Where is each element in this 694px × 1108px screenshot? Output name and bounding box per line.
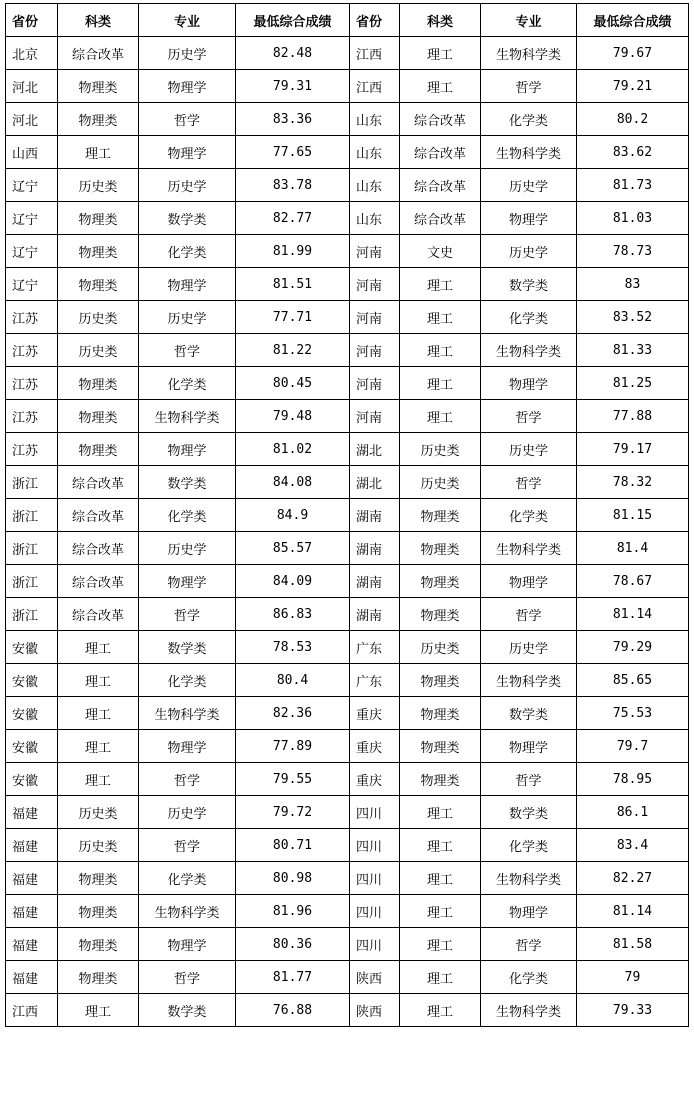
table-row [6,994,689,1027]
cell-major: 历史学 [139,532,236,565]
cell-category: 理工 [58,697,139,730]
cell-min-score: 83.52 [577,301,689,334]
cell-category: 理工 [400,70,481,103]
cell-major: 物理学 [139,730,236,763]
cell-category: 理工 [400,367,481,400]
header-province-left: 省份 [6,4,58,37]
cell-category: 物理类 [58,70,139,103]
cell-category: 物理类 [58,367,139,400]
cell-major: 化学类 [481,829,577,862]
table-row [6,565,689,598]
cell-province: 湖北 [350,433,400,466]
cell-major: 化学类 [139,664,236,697]
cell-min-score: 78.67 [577,565,689,598]
cell-province: 山东 [350,136,400,169]
cell-min-score: 75.53 [577,697,689,730]
cell-min-score: 86.1 [577,796,689,829]
cell-major: 哲学 [481,466,577,499]
cell-category: 物理类 [58,202,139,235]
cell-min-score: 79.72 [236,796,350,829]
cell-category: 历史类 [58,796,139,829]
table-row [6,697,689,730]
cell-min-score: 78.32 [577,466,689,499]
cell-min-score: 83 [577,268,689,301]
cell-category: 历史类 [400,466,481,499]
cell-major: 哲学 [139,829,236,862]
cell-province: 重庆 [350,697,400,730]
cell-category: 物理类 [400,763,481,796]
cell-min-score: 78.73 [577,235,689,268]
cell-province: 河南 [350,334,400,367]
cell-province: 四川 [350,928,400,961]
table-row [6,268,689,301]
cell-major: 生物科学类 [481,994,577,1027]
cell-category: 综合改革 [58,37,139,70]
cell-min-score: 80.36 [236,928,350,961]
cell-major: 物理学 [139,268,236,301]
table-row [6,928,689,961]
table-header [6,4,689,37]
cell-min-score: 79.67 [577,37,689,70]
cell-min-score: 81.02 [236,433,350,466]
table-row [6,730,689,763]
cell-major: 物理学 [139,565,236,598]
cell-province: 山东 [350,103,400,136]
cell-category: 综合改革 [58,532,139,565]
cell-province: 辽宁 [6,169,58,202]
cell-province: 安徽 [6,664,58,697]
header-major-left: 专业 [139,4,236,37]
cell-province: 安徽 [6,631,58,664]
cell-major: 物理学 [481,367,577,400]
cell-category: 理工 [400,301,481,334]
cell-major: 历史学 [481,169,577,202]
cell-min-score: 79.55 [236,763,350,796]
cell-min-score: 78.53 [236,631,350,664]
header-min-score-right: 最低综合成绩 [577,4,689,37]
cell-province: 湖南 [350,499,400,532]
cell-min-score: 84.09 [236,565,350,598]
cell-min-score: 81.25 [577,367,689,400]
cell-category: 物理类 [400,697,481,730]
cell-province: 江西 [350,70,400,103]
cell-major: 化学类 [481,103,577,136]
cell-province: 河北 [6,103,58,136]
header-province-right: 省份 [350,4,400,37]
cell-province: 辽宁 [6,235,58,268]
cell-category: 理工 [58,136,139,169]
cell-province: 江苏 [6,400,58,433]
table-row [6,169,689,202]
cell-category: 综合改革 [400,103,481,136]
cell-province: 湖南 [350,565,400,598]
cell-min-score: 77.71 [236,301,350,334]
cell-min-score: 82.27 [577,862,689,895]
cell-min-score: 82.77 [236,202,350,235]
cell-min-score: 83.62 [577,136,689,169]
cell-major: 哲学 [481,928,577,961]
cell-category: 物理类 [58,235,139,268]
cell-category: 综合改革 [58,466,139,499]
cell-province: 浙江 [6,565,58,598]
cell-major: 物理学 [481,730,577,763]
table-row [6,796,689,829]
table-row [6,499,689,532]
table-row [6,103,689,136]
cell-province: 四川 [350,862,400,895]
cell-category: 理工 [400,400,481,433]
cell-category: 物理类 [58,862,139,895]
header-min-score-left: 最低综合成绩 [236,4,350,37]
cell-province: 江西 [6,994,58,1027]
cell-major: 物理学 [481,202,577,235]
cell-province: 湖南 [350,532,400,565]
cell-category: 物理类 [400,730,481,763]
table-row [6,664,689,697]
cell-province: 重庆 [350,730,400,763]
cell-category: 物理类 [58,400,139,433]
cell-category: 理工 [58,631,139,664]
cell-province: 浙江 [6,466,58,499]
table-row [6,895,689,928]
table-row [6,202,689,235]
cell-major: 历史学 [139,169,236,202]
cell-major: 哲学 [139,103,236,136]
cell-province: 四川 [350,796,400,829]
cell-province: 浙江 [6,499,58,532]
cell-min-score: 79.17 [577,433,689,466]
cell-category: 综合改革 [400,136,481,169]
cell-major: 历史学 [481,631,577,664]
cell-major: 化学类 [139,235,236,268]
cell-min-score: 80.4 [236,664,350,697]
cell-category: 物理类 [400,499,481,532]
cell-province: 福建 [6,895,58,928]
cell-major: 哲学 [139,334,236,367]
cell-major: 物理学 [139,433,236,466]
cell-province: 广东 [350,664,400,697]
cell-category: 综合改革 [58,598,139,631]
cell-province: 河南 [350,301,400,334]
cell-major: 历史学 [139,301,236,334]
header-row [6,4,689,37]
cell-category: 物理类 [58,961,139,994]
cell-major: 化学类 [481,961,577,994]
cell-min-score: 82.36 [236,697,350,730]
cell-major: 生物科学类 [481,37,577,70]
header-major-right: 专业 [481,4,577,37]
cell-category: 理工 [58,763,139,796]
cell-min-score: 81.99 [236,235,350,268]
cell-min-score: 77.89 [236,730,350,763]
cell-major: 化学类 [481,499,577,532]
header-category-left: 科类 [58,4,139,37]
header-category-right: 科类 [400,4,481,37]
table-row [6,829,689,862]
cell-province: 辽宁 [6,268,58,301]
cell-major: 历史学 [481,433,577,466]
cell-min-score: 83.4 [577,829,689,862]
cell-min-score: 79.48 [236,400,350,433]
cell-major: 哲学 [481,598,577,631]
cell-province: 安徽 [6,697,58,730]
cell-min-score: 78.95 [577,763,689,796]
cell-category: 物理类 [58,103,139,136]
cell-category: 历史类 [58,334,139,367]
cell-province: 湖南 [350,598,400,631]
cell-major: 生物科学类 [481,664,577,697]
cell-province: 江苏 [6,334,58,367]
cell-min-score: 81.58 [577,928,689,961]
cell-major: 哲学 [139,961,236,994]
cell-min-score: 80.98 [236,862,350,895]
cell-major: 哲学 [481,763,577,796]
cell-min-score: 81.73 [577,169,689,202]
cell-category: 理工 [400,994,481,1027]
cell-province: 安徽 [6,730,58,763]
cell-min-score: 76.88 [236,994,350,1027]
cell-min-score: 79.31 [236,70,350,103]
cell-major: 物理学 [139,70,236,103]
cell-province: 四川 [350,829,400,862]
cell-category: 物理类 [400,565,481,598]
cell-min-score: 81.4 [577,532,689,565]
cell-major: 物理学 [139,136,236,169]
cell-min-score: 79.33 [577,994,689,1027]
cell-major: 生物科学类 [481,862,577,895]
cell-min-score: 80.45 [236,367,350,400]
cell-category: 理工 [400,862,481,895]
table-row [6,532,689,565]
cell-province: 北京 [6,37,58,70]
cell-major: 生物科学类 [139,697,236,730]
cell-province: 江苏 [6,367,58,400]
cell-min-score: 81.14 [577,598,689,631]
cell-min-score: 81.33 [577,334,689,367]
cell-category: 综合改革 [400,169,481,202]
cell-category: 物理类 [58,433,139,466]
cell-category: 理工 [400,334,481,367]
cell-min-score: 81.22 [236,334,350,367]
cell-min-score: 77.88 [577,400,689,433]
cell-min-score: 81.96 [236,895,350,928]
cell-major: 生物科学类 [139,400,236,433]
cell-province: 湖北 [350,466,400,499]
table-row [6,334,689,367]
cell-min-score: 83.78 [236,169,350,202]
cell-major: 数学类 [139,631,236,664]
cell-province: 江苏 [6,433,58,466]
cell-province: 河南 [350,367,400,400]
cell-province: 浙江 [6,532,58,565]
cell-min-score: 79.7 [577,730,689,763]
cell-province: 河南 [350,400,400,433]
cell-category: 历史类 [58,169,139,202]
cell-category: 历史类 [58,301,139,334]
cell-province: 陕西 [350,961,400,994]
cell-min-score: 81.03 [577,202,689,235]
cell-min-score: 79 [577,961,689,994]
table-row [6,961,689,994]
cell-major: 数学类 [481,697,577,730]
cell-min-score: 84.08 [236,466,350,499]
cell-major: 生物科学类 [139,895,236,928]
cell-province: 河南 [350,268,400,301]
cell-category: 物理类 [400,598,481,631]
cell-min-score: 86.83 [236,598,350,631]
cell-major: 化学类 [481,301,577,334]
cell-category: 物理类 [58,268,139,301]
table-row [6,466,689,499]
cell-category: 物理类 [58,895,139,928]
cell-province: 河北 [6,70,58,103]
cell-category: 理工 [400,829,481,862]
cell-category: 理工 [58,730,139,763]
table-row [6,631,689,664]
cell-min-score: 82.48 [236,37,350,70]
cell-category: 理工 [400,37,481,70]
cell-province: 福建 [6,928,58,961]
cell-category: 物理类 [58,928,139,961]
cell-province: 重庆 [350,763,400,796]
cell-major: 数学类 [139,202,236,235]
table-row [6,763,689,796]
table-row [6,862,689,895]
table-row [6,136,689,169]
cell-province: 山东 [350,169,400,202]
cell-major: 数学类 [139,466,236,499]
cell-min-score: 80.2 [577,103,689,136]
cell-category: 物理类 [400,664,481,697]
cell-major: 生物科学类 [481,334,577,367]
table-row [6,367,689,400]
cell-major: 历史学 [139,37,236,70]
cell-category: 理工 [400,895,481,928]
cell-province: 山东 [350,202,400,235]
cell-category: 历史类 [58,829,139,862]
cell-major: 历史学 [139,796,236,829]
admission-score-table [5,3,689,1027]
cell-major: 物理学 [139,928,236,961]
cell-province: 辽宁 [6,202,58,235]
cell-province: 江苏 [6,301,58,334]
cell-min-score: 81.77 [236,961,350,994]
cell-province: 山西 [6,136,58,169]
table-row [6,301,689,334]
cell-major: 哲学 [139,763,236,796]
table-row [6,598,689,631]
table-row [6,37,689,70]
cell-major: 物理学 [481,895,577,928]
cell-major: 物理学 [481,565,577,598]
cell-min-score: 79.21 [577,70,689,103]
cell-category: 综合改革 [58,565,139,598]
cell-province: 安徽 [6,763,58,796]
cell-category: 综合改革 [58,499,139,532]
cell-category: 理工 [58,994,139,1027]
cell-major: 化学类 [139,367,236,400]
cell-province: 浙江 [6,598,58,631]
cell-major: 哲学 [139,598,236,631]
cell-min-score: 85.57 [236,532,350,565]
cell-major: 历史学 [481,235,577,268]
table-row [6,70,689,103]
cell-min-score: 81.15 [577,499,689,532]
cell-category: 综合改革 [400,202,481,235]
cell-province: 福建 [6,961,58,994]
cell-category: 理工 [58,664,139,697]
cell-category: 历史类 [400,631,481,664]
cell-major: 哲学 [481,70,577,103]
cell-category: 理工 [400,961,481,994]
cell-major: 生物科学类 [481,532,577,565]
cell-major: 数学类 [481,268,577,301]
cell-province: 江西 [350,37,400,70]
cell-min-score: 77.65 [236,136,350,169]
table-row [6,235,689,268]
cell-major: 化学类 [139,499,236,532]
table-row [6,400,689,433]
cell-min-score: 84.9 [236,499,350,532]
cell-major: 哲学 [481,400,577,433]
cell-province: 福建 [6,829,58,862]
cell-province: 福建 [6,862,58,895]
cell-category: 理工 [400,268,481,301]
cell-category: 文史 [400,235,481,268]
cell-major: 数学类 [481,796,577,829]
cell-province: 河南 [350,235,400,268]
cell-category: 历史类 [400,433,481,466]
cell-min-score: 85.65 [577,664,689,697]
cell-major: 化学类 [139,862,236,895]
cell-major: 数学类 [139,994,236,1027]
cell-min-score: 79.29 [577,631,689,664]
cell-min-score: 83.36 [236,103,350,136]
cell-category: 物理类 [400,532,481,565]
cell-province: 福建 [6,796,58,829]
cell-province: 陕西 [350,994,400,1027]
cell-major: 生物科学类 [481,136,577,169]
cell-min-score: 81.51 [236,268,350,301]
cell-province: 四川 [350,895,400,928]
cell-province: 广东 [350,631,400,664]
table-body [6,37,689,1027]
cell-category: 理工 [400,928,481,961]
cell-min-score: 81.14 [577,895,689,928]
cell-min-score: 80.71 [236,829,350,862]
cell-category: 理工 [400,796,481,829]
table-row [6,433,689,466]
